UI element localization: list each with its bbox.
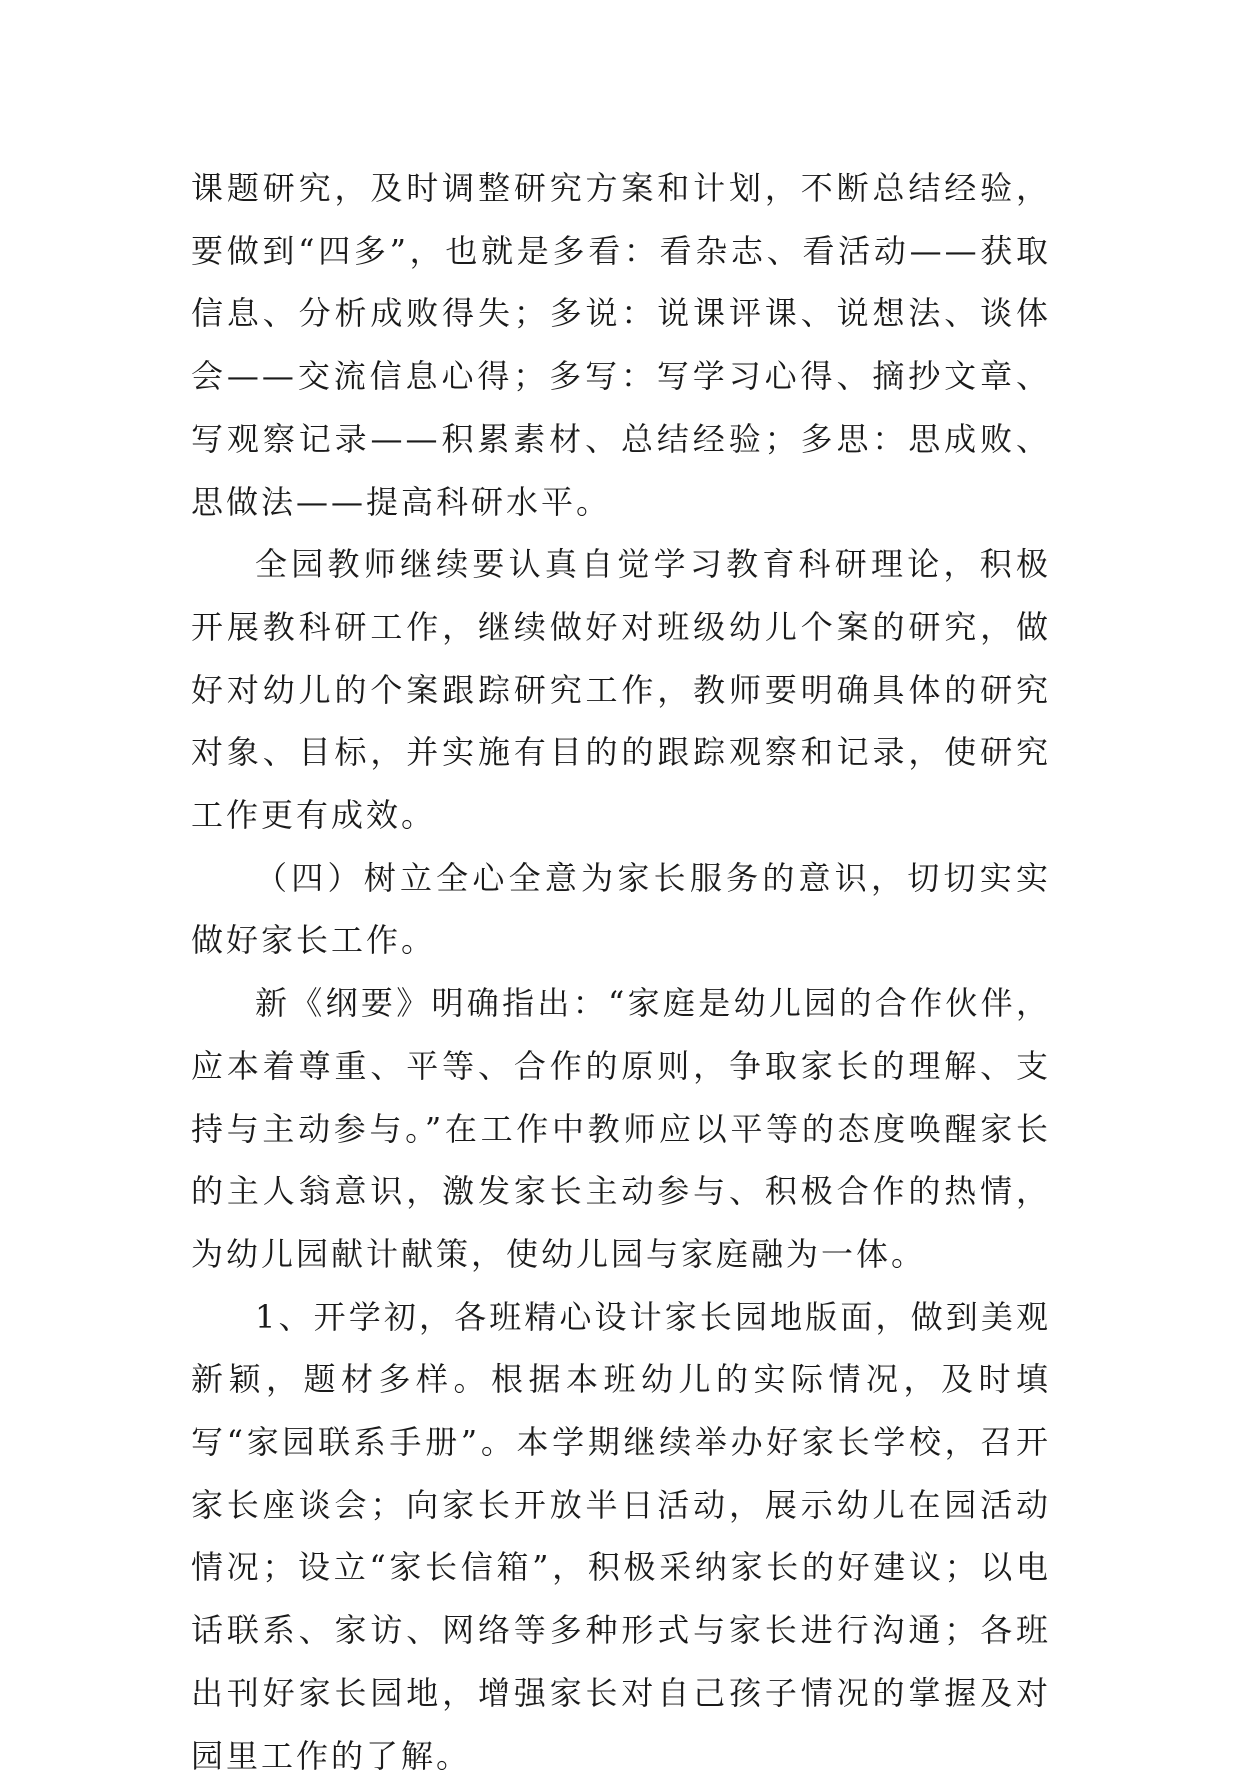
paragraph-teacher-research: 全园教师继续要认真自觉学习教育科研理论，积极开展教科研工作，继续做好对班级幼儿个案的研究，做好对幼儿的个案跟踪研究工作，教师要明确具体的研究对象、目标，并实施有目的的跟踪观察和记录，使研究工作更有成效。 <box>191 545 1051 835</box>
document-body <box>191 157 1051 1787</box>
paragraph-continued-research: 课题研究，及时调整研究方案和计划，不断总结经验，要做到“四多”，也就是多看：看杂志、看活动——获取信息、分析成败得失；多说：说课评课、说想法、谈体会——交流信息心得；多写：写学习心得、摘抄文章、写观察记录——积累素材、总结经验；多思：思成败、思做法——提高科研水平。 <box>191 169 1051 521</box>
paragraph-item-1: 1、开学初，各班精心设计家长园地版面，做到美观新颖，题材多样。根据本班幼儿的实际情况，及时填写“家园联系手册”。本学期继续举办好家长学校，召开家长座谈会；向家长开放半日活动，展示幼儿在园活动情况；设立“家长信箱”，积极采纳家长的好建议；以电话联系、家访、网络等多种形式与家长进行沟通；各班出刊好家长园地，增强家长对自己孩子情况的掌握及对园里工作的了解。 <box>191 1297 1051 1775</box>
paragraph-guidelines: 新《纲要》明确指出：“家庭是幼儿园的合作伙伴，应本着尊重、平等、合作的原则，争取家长的理解、支持与主动参与。”在工作中教师应以平等的态度唤醒家长的主人翁意识，激发家长主动参与、积极合作的热情，为幼儿园献计献策，使幼儿园与家庭融为一体。 <box>191 984 1051 1273</box>
section-heading-parent-service: （四）树立全心全意为家长服务的意识，切切实实做好家长工作。 <box>191 858 1051 960</box>
